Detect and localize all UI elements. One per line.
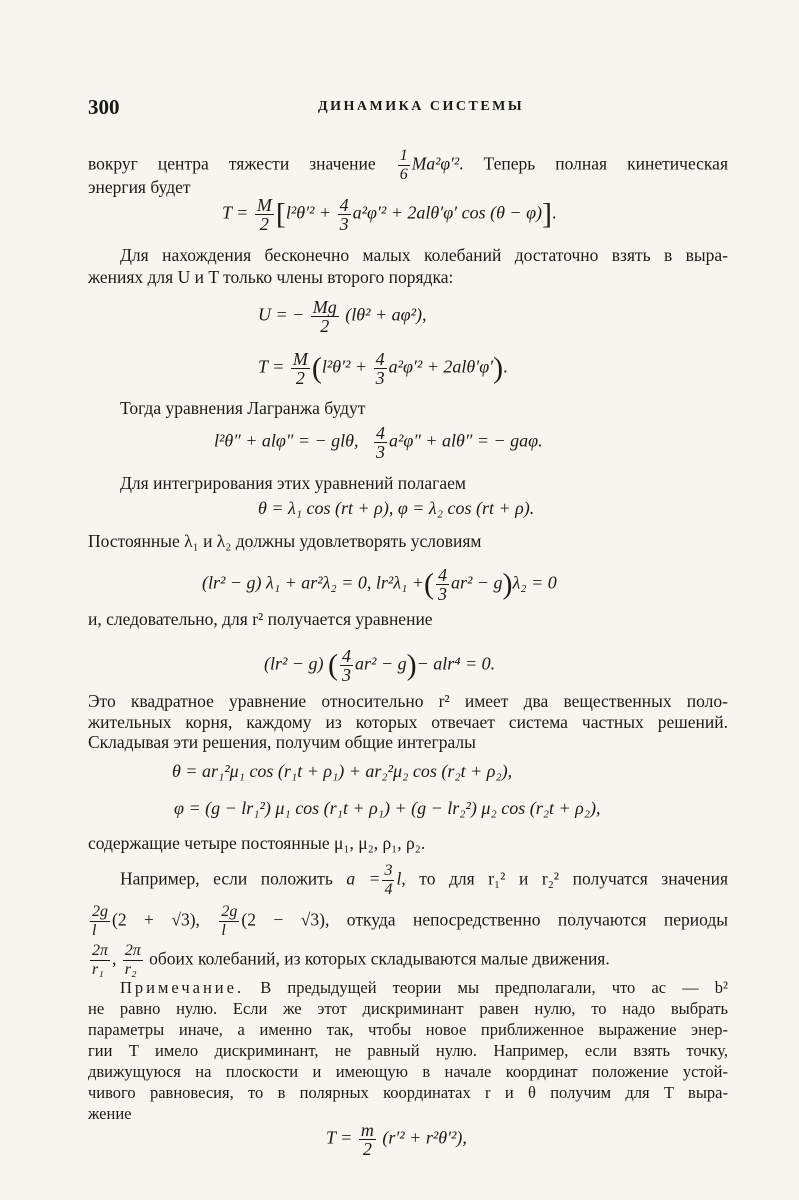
text-line: жительных корня, каждому из которых отвечает система частных решений.	[88, 712, 728, 732]
page-header	[88, 95, 728, 121]
text-line: гии T имело дискриминант, не равный нулю. Например, если взять точку,	[88, 1041, 728, 1060]
note-label: Примечание.	[120, 978, 245, 997]
fraction: $\frac{m}{2}$	[360, 1120, 374, 1159]
fraction: $\frac{Mg}{2}$	[312, 297, 337, 336]
fraction: $\frac{2\pi}{\text{r₁}}$	[92, 942, 109, 978]
fraction: $\frac{M}{2}$	[256, 195, 272, 234]
text-line: Например, если положить a = $\frac{3}{4}$ l, то для r₁² и r₂² получатся значения	[120, 862, 728, 898]
equation-characteristic: (lr² − g) ( $\frac{4}{3}$ ar² − g)− alr⁴ = 0.	[264, 646, 496, 685]
fraction: $\frac{4}{3}$	[437, 565, 447, 604]
equation-kinetic-energy: T = $\frac{M}{2}$ [l²θ′² + $\frac{4}{3}$ a²φ′² + 2alθ′φ′ cos (θ − φ)].	[222, 195, 557, 234]
text-line: движущуюся на плоскости и имеющую в начале координат положение устой-	[88, 1062, 728, 1081]
text-line: Это квадратное уравнение относительно r² имеет два вещественных поло-	[88, 691, 728, 711]
text-line: Постоянные λ₁ и λ₂ должны удовлетворять условиям	[88, 531, 482, 551]
text-line: Примечание. В предыдущей теории мы предполагали, что ac — b²	[120, 978, 728, 997]
text-line: жение	[88, 1104, 132, 1123]
fraction: $\frac{2\pi}{\text{r₂}}$	[124, 942, 141, 978]
fraction: $\frac{4}{3}$	[339, 195, 349, 234]
equation-polar-kinetic-energy: T = $\frac{m}{2}$ (r′² + r²θ′²),	[326, 1120, 467, 1159]
text-line: Для нахождения бесконечно малых колебаний достаточно взять в выра-	[120, 245, 728, 265]
text-line: параметры иначе, а именно так, чтобы новое приближенное выражение энер-	[88, 1020, 728, 1039]
text-line: Тогда уравнения Лагранжа будут	[120, 398, 366, 418]
page-number: 300	[88, 95, 120, 119]
text-line: жениях для U и T только члены второго порядка:	[88, 267, 454, 287]
text-line: Для интегрирования этих уравнений полагаем	[120, 473, 466, 493]
text-line: не равно нулю. Если же этот дискриминант равен нулю, то надо выбрать	[88, 999, 728, 1018]
running-title: ДИНАМИКА СИСТЕМЫ	[318, 99, 525, 114]
text-line: чивого равновесия, то в полярных координатах r и θ получим для T выра-	[88, 1083, 728, 1102]
text-line: Складывая эти решения, получим общие интегралы	[88, 732, 476, 752]
fraction: $\frac{4}{3}$	[375, 349, 385, 388]
equation-kinetic-energy-quadratic: T = $\frac{M}{2}$ (l²θ′² + $\frac{4}{3}$ a²φ′² + 2alθ′φ′).	[258, 349, 508, 388]
fraction: $\frac{2g}{l}$	[92, 903, 108, 939]
text-line: содержащие четыре постоянные μ₁, μ₂, ρ₁, ρ₂.	[88, 833, 426, 853]
text-line: энергия будет	[88, 177, 191, 197]
equation-general-theta: θ = ar₁²μ₁ cos (r₁t + ρ₁) + ar₂²μ₂ cos (r₂t + ρ₂),	[172, 761, 513, 781]
fraction: $\frac{4}{3}$	[375, 423, 385, 462]
equation-trial-solution: θ = λ₁ cos (rt + ρ), φ = λ₂ cos (rt + ρ).	[258, 498, 535, 518]
equation-general-phi: φ = (g − lr₁²) μ₁ cos (r₁t + ρ₁) + (g − lr₂²) μ₂ cos (r₂t + ρ₂),	[174, 798, 601, 818]
text-line: $\frac{2g}{l}$ (2 + √3), $\frac{2g}{l}$ (2 − √3), откуда непосредственно получаются периоды	[92, 903, 729, 939]
fraction: $\frac{1}{6}$	[399, 147, 408, 183]
fraction: $\frac{M}{2}$	[292, 349, 308, 388]
equation-conditions: (lr² − g) λ₁ + ar²λ₂ = 0, lr²λ₁ +( $\frac{4}{3}$ ar² − g)λ₂ = 0	[202, 565, 557, 604]
fraction: $\frac{3}{4}$	[384, 862, 393, 898]
text-line: $\frac{2\pi}{\text{r₁}}$ , $\frac{2\pi}{\text{r₂}}$ обоих колебаний, из которых складываются малые движения.	[92, 942, 610, 978]
equation-lagrange: l²θ″ + alφ″ = − glθ, $\frac{4}{3}$ a²φ″ + alθ″ = − gaφ.	[214, 423, 543, 462]
fraction: $\frac{4}{3}$	[342, 646, 352, 685]
fraction: $\frac{2g}{l}$	[221, 903, 238, 939]
equation-potential-energy: U = − $\frac{Mg}{2}$ (lθ² + aφ²),	[258, 297, 427, 336]
text-line: и, следовательно, для r² получается уравнение	[88, 609, 433, 629]
text-line: вокруг центра тяжести значение $\frac{1}{6}$ Ma²φ′². Теперь полная кинетическая	[88, 147, 728, 183]
